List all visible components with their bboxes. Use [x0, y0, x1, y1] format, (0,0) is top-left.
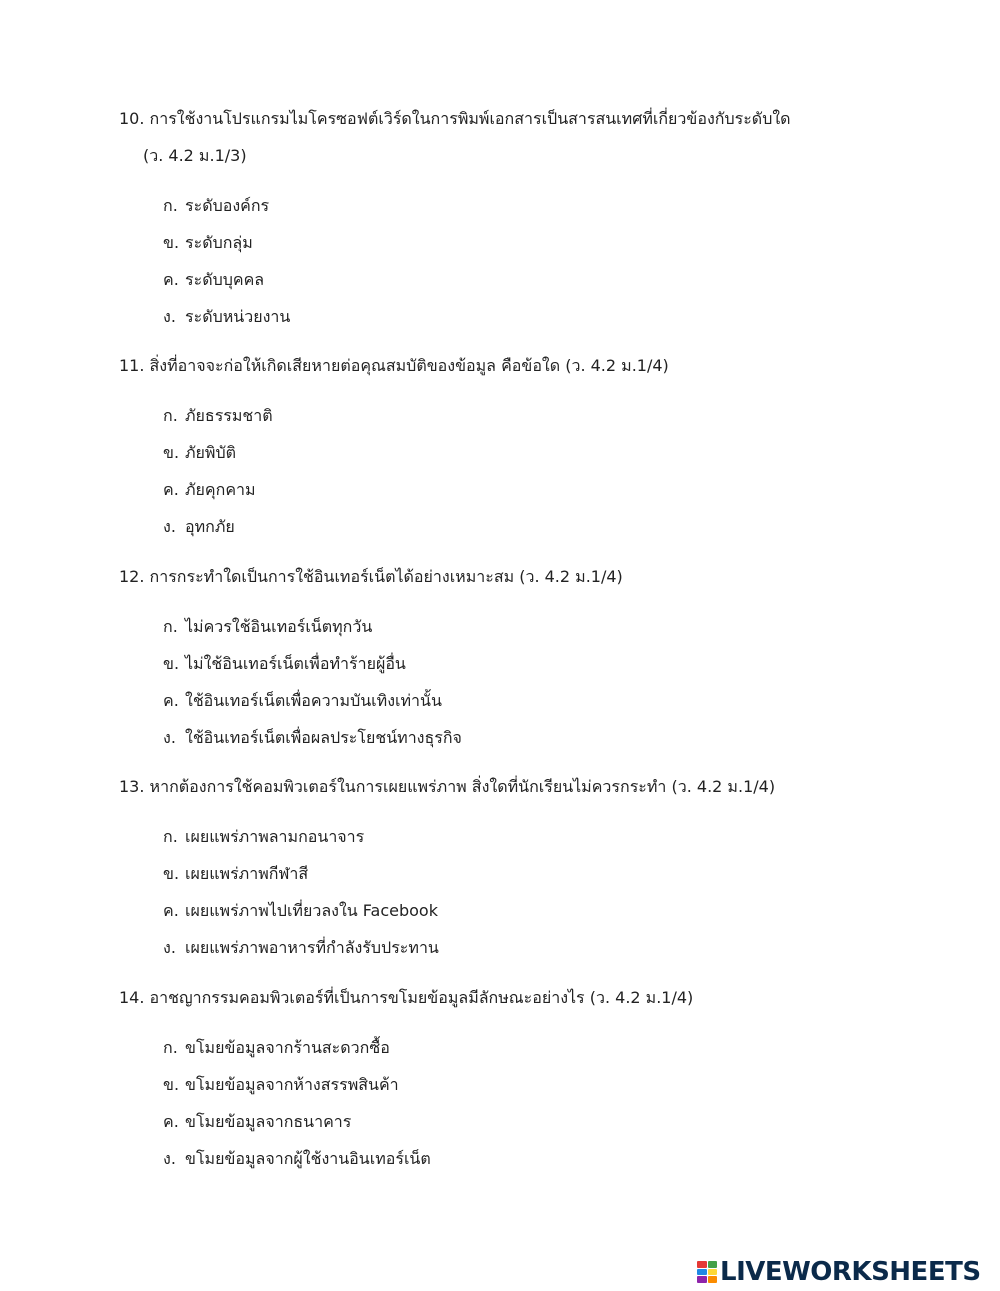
question-10-option-d[interactable] — [163, 306, 290, 328]
option-text: ระดับบุคคล — [185, 270, 265, 289]
option-text: ระดับหน่วยงาน — [185, 307, 291, 326]
question-12-option-c[interactable] — [163, 690, 442, 712]
option-letter: ข. — [163, 233, 180, 252]
question-10-code: (ว. 4.2 ม.1/3) — [143, 146, 247, 165]
option-text: ไม่ควรใช้อินเทอร์เน็ตทุกวัน — [185, 617, 373, 636]
question-13-option-b[interactable] — [163, 863, 308, 885]
option-letter: ง. — [163, 938, 176, 957]
option-letter: ค. — [163, 901, 179, 920]
question-10-option-c[interactable] — [163, 269, 264, 291]
question-11-option-b[interactable] — [163, 442, 236, 464]
question-12-option-b[interactable] — [163, 653, 406, 675]
option-text: อุทกภัย — [185, 517, 235, 536]
question-13-option-c[interactable] — [163, 900, 438, 922]
option-letter: ก. — [163, 1038, 178, 1057]
question-11-option-a[interactable] — [163, 405, 273, 427]
logo-mark-icon — [697, 1261, 717, 1283]
option-text: ภัยธรรมชาติ — [185, 406, 273, 425]
option-letter: ข. — [163, 864, 180, 883]
question-14-option-a[interactable] — [163, 1037, 390, 1059]
question-10-option-a[interactable] — [163, 195, 269, 217]
option-text: ขโมยข้อมูลจากธนาคาร — [185, 1112, 352, 1131]
question-14-option-d[interactable] — [163, 1148, 431, 1170]
liveworksheets-logo — [697, 1258, 981, 1286]
question-13-text: 13. หากต้องการใช้คอมพิวเตอร์ในการเผยแพร่ภาพ สิ่งใดที่นักเรียนไม่ควรกระทำ (ว. 4.2 ม.1/4) — [119, 777, 776, 796]
option-letter: ง. — [163, 517, 176, 536]
option-text: ขโมยข้อมูลจากร้านสะดวกซื้อ — [185, 1038, 390, 1057]
option-text: ภัยคุกคาม — [185, 480, 256, 499]
question-12-option-a[interactable] — [163, 616, 372, 638]
question-14-option-b[interactable] — [163, 1074, 399, 1096]
option-letter: ข. — [163, 1075, 180, 1094]
option-text: เผยแพร่ภาพอาหารที่กำลังรับประทาน — [185, 938, 439, 957]
option-text: ขโมยข้อมูลจากห้างสรรพสินค้า — [185, 1075, 399, 1094]
option-text: ใช้อินเทอร์เน็ตเพื่อผลประโยชน์ทางธุรกิจ — [185, 728, 462, 747]
option-letter: ง. — [163, 307, 176, 326]
option-text: เผยแพร่ภาพลามกอนาจาร — [185, 827, 365, 846]
option-letter: ก. — [163, 196, 178, 215]
option-letter: ข. — [163, 654, 180, 673]
question-10-option-b[interactable] — [163, 232, 253, 254]
question-12-text: 12. การกระทำใดเป็นการใช้อินเทอร์เน็ตได้อย่างเหมาะสม (ว. 4.2 ม.1/4) — [119, 567, 623, 586]
option-text: ระดับกลุ่ม — [185, 233, 253, 252]
option-text: เผยแพร่ภาพไปเที่ยวลงใน Facebook — [185, 901, 438, 920]
option-text: เผยแพร่ภาพกีฬาสี — [185, 864, 309, 883]
option-text: ใช้อินเทอร์เน็ตเพื่อความบันเทิงเท่านั้น — [185, 691, 442, 710]
option-letter: ค. — [163, 480, 179, 499]
option-letter: ก. — [163, 827, 178, 846]
option-letter: ค. — [163, 691, 179, 710]
option-letter: ง. — [163, 728, 176, 747]
question-11-text: 11. สิ่งที่อาจจะก่อให้เกิดเสียหายต่อคุณสมบัติของข้อมูล คือข้อใด (ว. 4.2 ม.1/4) — [119, 356, 669, 375]
question-10-text: 10. การใช้งานโปรแกรมไมโครซอฟต์เวิร์ดในการพิมพ์เอกสารเป็นสารสนเทศที่เกี่ยวข้องกับระดับใด — [119, 109, 791, 128]
option-letter: ก. — [163, 406, 178, 425]
question-14-option-c[interactable] — [163, 1111, 351, 1133]
question-11-option-c[interactable] — [163, 479, 256, 501]
question-14-text: 14. อาชญากรรมคอมพิวเตอร์ที่เป็นการขโมยข้อมูลมีลักษณะอย่างไร (ว. 4.2 ม.1/4) — [119, 988, 694, 1007]
question-12-option-d[interactable] — [163, 727, 462, 749]
question-13-option-a[interactable] — [163, 826, 364, 848]
option-text: ขโมยข้อมูลจากผู้ใช้งานอินเทอร์เน็ต — [185, 1149, 431, 1168]
option-text: ไม่ใช้อินเทอร์เน็ตเพื่อทำร้ายผู้อื่น — [185, 654, 406, 673]
question-11-option-d[interactable] — [163, 516, 235, 538]
question-13-option-d[interactable] — [163, 937, 439, 959]
option-text: ภัยพิบัติ — [185, 443, 237, 462]
option-text: ระดับองค์กร — [185, 196, 270, 215]
option-letter: ข. — [163, 443, 180, 462]
option-letter: ง. — [163, 1149, 176, 1168]
logo-text: LIVEWORKSHEETS — [720, 1257, 981, 1287]
option-letter: ก. — [163, 617, 178, 636]
option-letter: ค. — [163, 1112, 179, 1131]
option-letter: ค. — [163, 270, 179, 289]
